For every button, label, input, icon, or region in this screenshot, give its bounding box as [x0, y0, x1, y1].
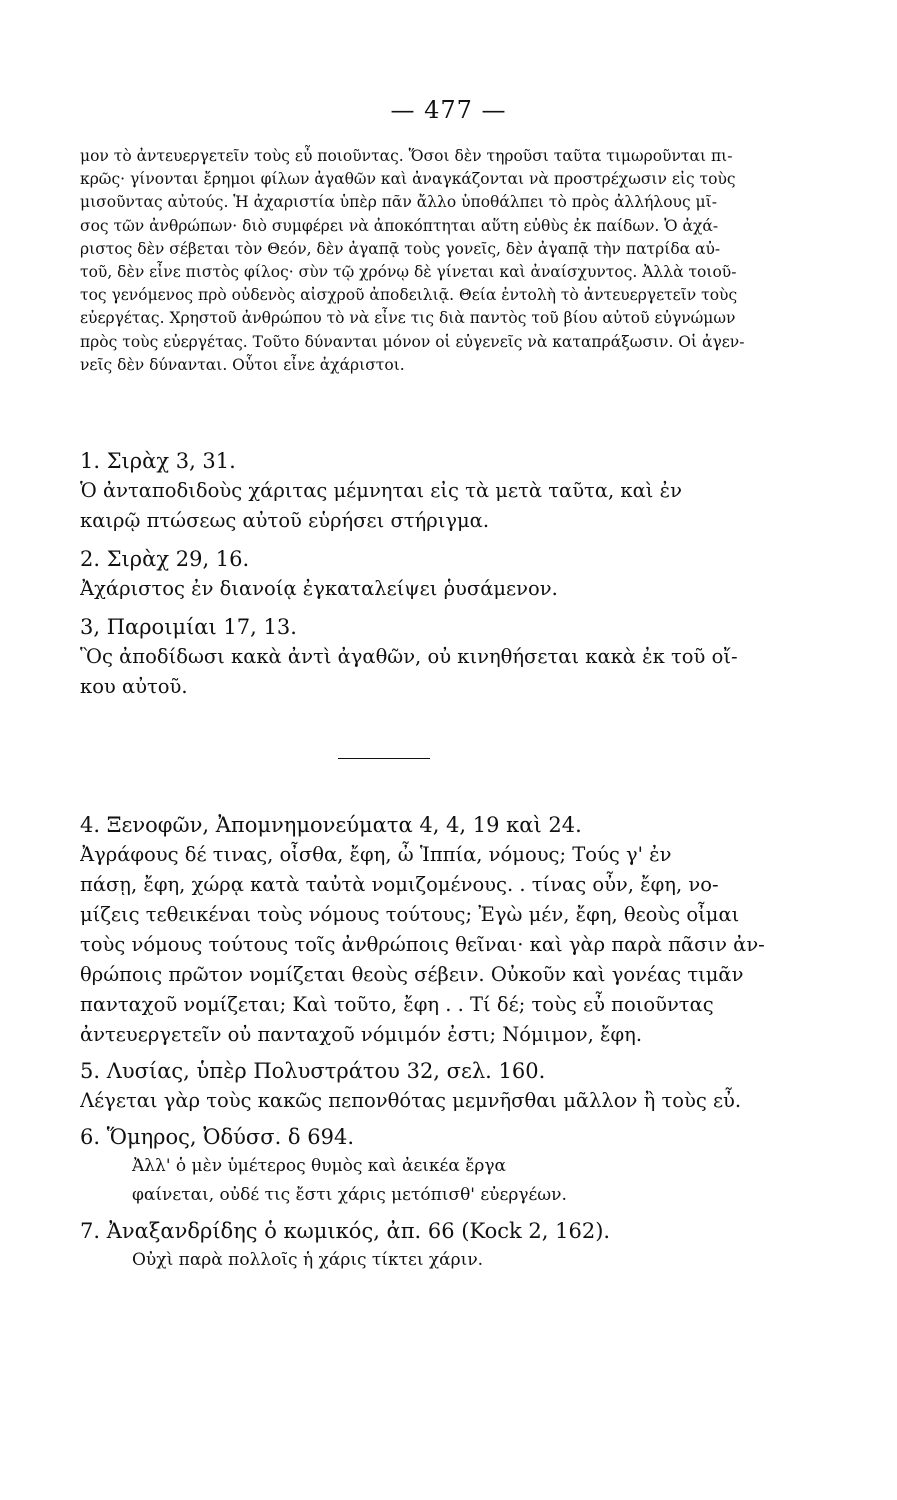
text-line: μισοῦντας αὐτούς. Ἡ ἀχαριστία ὑπὲρ πᾶν ἄλλο ὑποθάλπει τὸ πρὸς ἀλλήλους μῖ-: [80, 193, 717, 212]
text-line: κρῶς· γίνονται ἔρημοι φίλων ἀγαθῶν καὶ ἀναγκάζονται νὰ προστρέχωσιν εἰς τοὺς: [80, 170, 736, 189]
note-line: Λέγεται γὰρ τοὺς κακῶς πεπονθότας μεμνῆσθαι μᾶλλον ἢ τοὺς εὖ.: [80, 1089, 742, 1112]
note-line: Ἀγράφους δέ τινας, οἶσθα, ἔφη, ὦ Ἱππία, νόμους; Τούς γ' ἐν: [80, 843, 672, 866]
reference-line: κου αὐτοῦ.: [80, 675, 188, 698]
section-divider: [338, 758, 430, 759]
note-line: πανταχοῦ νομίζεται; Καὶ τοῦτο, ἔφη . . Τί δέ; τοὺς εὖ ποιοῦντας: [80, 993, 714, 1016]
reference-line: Ὃς ἀποδίδωσι κακὰ ἀντὶ ἀγαθῶν, οὐ κινηθήσεται κακὰ ἐκ τοῦ οἴ-: [80, 645, 738, 668]
note-line: θρώποις πρῶτον νομίζεται θεοὺς σέβειν. Οὐκοῦν καὶ γονέας τιμᾶν: [80, 963, 744, 986]
classical-references: [80, 810, 770, 1275]
text-line: τοῦ, δὲν εἶνε πιστὸς φίλος· σὺν τῷ χρόνῳ δὲ γίνεται καὶ ἀναίσχυντος. Ἀλλὰ τοιοῦ-: [80, 262, 737, 281]
page-number: — 477 —: [390, 96, 507, 124]
reference-heading: 3, Παροιμίαι 17, 13.: [80, 615, 297, 639]
text-line: τος γενόμενος πρὸ οὐδενὸς αἰσχροῦ ἀποδειλιᾷ. Θεία ἐντολὴ τὸ ἀντευεργετεῖν τοὺς: [80, 286, 738, 305]
text-line: ριστος δὲν σέβεται τὸν Θεόν, δὲν ἀγαπᾷ τοὺς γονεῖς, δὲν ἀγαπᾷ τὴν πατρίδα αὐ-: [80, 239, 721, 258]
text-line: νεῖς δὲν δύνανται. Οὗτοι εἶνε ἀχάριστοι.: [80, 355, 405, 374]
reference-line: Ἀχάριστος ἐν διανοίᾳ ἐγκαταλείψει ῥυσάμενον.: [80, 577, 558, 600]
note-heading: 5. Λυσίας, ὑπὲρ Πολυστράτου 32, σελ. 160.: [80, 1059, 546, 1083]
text-line: σος τῶν ἀνθρώπων· διὸ συμφέρει νὰ ἀποκόπτηται αὕτη εὐθὺς ἐκ παίδων. Ὁ ἀχά-: [80, 216, 719, 235]
note-line: μίζεις τεθεικέναι τοὺς νόμους τούτους; Ἐγὼ μέν, ἔφη, θεοὺς οἶμαι: [80, 903, 740, 926]
reference-line: καιρῷ πτώσεως αὐτοῦ εὑρήσει στήριγμα.: [80, 509, 490, 532]
note-line: ἀντευεργετεῖν οὐ πανταχοῦ νόμιμόν ἐστι; Νόμιμον, ἔφη.: [80, 1023, 643, 1046]
reference-heading: 1. Σιρὰχ 3, 31.: [80, 449, 236, 473]
text-line: μον τὸ ἀντευεργετεῖν τοὺς εὖ ποιοῦντας. Ὅσοι δὲν τηροῦσι ταῦτα τιμωροῦνται πι-: [80, 147, 733, 165]
reference-heading: 2. Σιρὰχ 29, 16.: [80, 547, 250, 571]
reference-line: Ὁ ἀνταποδιδοὺς χάριτας μέμνηται εἰς τὰ μετὰ ταῦτα, καὶ ἐν: [80, 479, 682, 502]
verse-line: Ἀλλ' ὁ μὲν ὑμέτερος θυμὸς καὶ ἀεικέα ἔργα: [132, 1156, 506, 1176]
text-line: εὐεργέτας. Χρηστοῦ ἀνθρώπου τὸ νὰ εἶνε τις διὰ παντὸς τοῦ βίου αὐτοῦ εὐγνώμων: [80, 309, 736, 328]
intro-paragraph: [80, 145, 770, 377]
scripture-references: [80, 446, 770, 702]
text-line: πρὸς τοὺς εὐεργέτας. Τοῦτο δύνανται μόνον οἱ εὐγενεῖς νὰ καταπράξωσιν. Οἱ ἀγεν-: [80, 332, 745, 351]
note-line: πάσῃ, ἔφη, χώρᾳ κατὰ ταὐτὰ νομιζομένους. . τίνας οὖν, ἔφη, νο-: [80, 873, 719, 896]
note-line: τοὺς νόμους τούτους τοῖς ἀνθρώποις θεῖναι· καὶ γὰρ παρὰ πᾶσιν ἀν-: [80, 933, 765, 956]
note-heading: 7. Ἀναξανδρίδης ὁ κωμικός, ἀπ. 66 (Kock 2, 162).: [80, 1219, 611, 1243]
note-heading: 6. Ὅμηρος, Ὀδύσσ. δ 694.: [80, 1125, 355, 1149]
note-heading: 4. Ξενοφῶν, Ἀπομνημονεύματα 4, 4, 19 καὶ 24.: [80, 813, 582, 837]
verse-line: φαίνεται, οὐδέ τις ἔστι χάρις μετόπισθ' εὐεργέων.: [132, 1185, 567, 1205]
verse-line: Οὐχὶ παρὰ πολλοῖς ἡ χάρις τίκτει χάριν.: [132, 1250, 484, 1270]
